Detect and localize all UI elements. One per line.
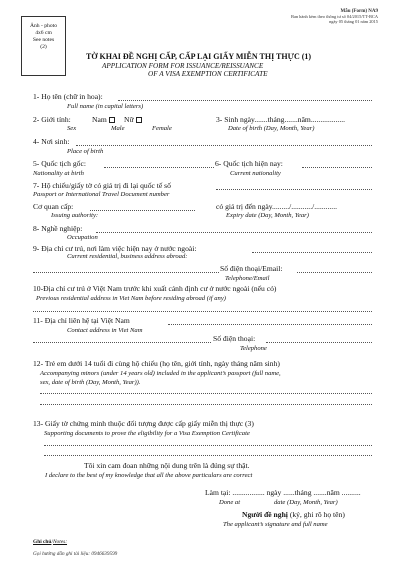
photo-note-ref: (2) (40, 44, 47, 50)
field-3-en: Date of birth (Day, Month, Year) (228, 125, 315, 132)
current-nationality-input[interactable] (302, 167, 372, 168)
field-3-label[interactable]: 3- Sinh ngày.......tháng.......năm.................. (216, 115, 346, 124)
female-checkbox[interactable] (136, 117, 142, 123)
field-12-en-line1: Accompanying minors (under 14 years old) included in the applicant’s passport (full name, (40, 370, 281, 377)
field-7-en: Passport or International Travel Document number (33, 191, 170, 198)
title-en-line2: OF A VISA EXEMPTION CERTIFICATE (148, 70, 268, 78)
notes-heading: Ghi chú/Notes: (33, 539, 68, 545)
signer-note: (ký, ghi rõ họ tên) (289, 510, 345, 519)
field-8-label: 8- Nghề nghiệp: (33, 224, 83, 233)
field-7-agency-en: Issuing authority: (51, 212, 99, 219)
supporting-docs-input-line1[interactable] (44, 445, 372, 446)
done-at-en: Done at (219, 499, 241, 506)
field-10-label: 10-Địa chỉ cư trú ở Việt Nam trước khi xuất cảnh định cư ở nước ngoài (nếu có) (33, 284, 277, 293)
occupation-input[interactable] (96, 232, 372, 233)
notes-label-en: Notes: (52, 539, 68, 545)
sex-female-label: Nữ (124, 115, 134, 124)
field-10-en: Previous residential address in Viet Nam before residing abroad (if any) (36, 295, 226, 302)
field-12-en-line2: sex, date of birth (Day, Month, Year)). (40, 379, 141, 386)
field-5-en: Nationality at birth (33, 170, 84, 177)
issued-date: ngày 05 tháng 01 năm 2015 (329, 19, 378, 24)
minors-input-line2[interactable] (40, 404, 372, 405)
field-7-label: 7- Hộ chiếu/giấy tờ có giá trị đi lại quốc tế số (33, 181, 171, 190)
nationality-at-birth-input[interactable] (104, 167, 214, 168)
field-9-phone-label: Số điện thoại/Email: (220, 264, 283, 273)
footer-hotline: Gọi hướng dẫn ghi tài liệu: 0946639599 (33, 551, 118, 557)
address-abroad-input[interactable] (252, 252, 372, 253)
field-8-en: Occupation (67, 234, 98, 241)
phone-email-input[interactable] (297, 272, 372, 273)
field-9-en: Current residential, business address abroad: (67, 253, 188, 260)
title-vi: TỜ KHAI ĐỀ NGHỊ CẤP, CẤP LẠI GIẤY MIỄN THỊ THỰC (1) (86, 52, 312, 61)
photo-box[interactable] (21, 16, 66, 76)
field-13-en: Supporting documents to prove the eligibility for a Visa Exemption Certificate (44, 430, 250, 437)
field-11-phone-label: Số điện thoại: (213, 334, 256, 343)
sex-male-option[interactable] (92, 115, 115, 124)
issued-by: Ban hành kèm theo thông tư số 04/2015/TT-BCA (291, 14, 378, 19)
male-checkbox[interactable] (109, 117, 115, 123)
notes-label: Ghi chú (33, 539, 52, 545)
contact-address-input[interactable] (168, 324, 372, 325)
field-1-en: Full name (in capital letters) (67, 103, 144, 110)
field-7-expiry-en: Expiry date (Day, Month, Year) (226, 212, 309, 219)
previous-address-input[interactable] (33, 311, 372, 312)
field-4-en: Place of birth (67, 148, 104, 155)
field-2-label: 2- Giới tính: (33, 115, 71, 124)
field-9-label: 9- Địa chỉ cư trú, nơi làm việc hiện nay ở nước ngoài: (33, 244, 197, 253)
field-11-phone-en: Telephone (240, 345, 267, 352)
field-6-label: 6- Quốc tịch hiện nay: (215, 159, 283, 168)
field-12-label: 12- Trẻ em dưới 14 tuổi đi cùng hộ chiếu (họ tên, giới tính, ngày tháng năm sinh) (33, 359, 280, 368)
field-9-phone-en: Telephone/Email (225, 275, 270, 282)
field-11-label: 11- Địa chỉ liên hệ tại Việt Nam (33, 316, 130, 325)
date-en: date (Day, Month, Year) (274, 499, 338, 506)
signer-title: Người đề nghị (242, 510, 288, 519)
minors-input-line1[interactable] (40, 393, 372, 394)
photo-see-notes: See notes (32, 37, 55, 43)
form-header (291, 9, 378, 24)
passport-number-input[interactable] (216, 189, 372, 190)
field-5-label: 5- Quốc tịch gốc: (33, 159, 86, 168)
address-abroad-input-line2[interactable] (33, 272, 219, 273)
declaration-en: I declare to the best of my knowledge that all the above particulars are correct (45, 472, 253, 479)
field-6-en: Current nationality (230, 170, 281, 177)
male-en: Male (111, 125, 125, 132)
sex-male-label: Nam (92, 115, 107, 124)
full-name-input[interactable] (118, 100, 372, 101)
sex-en: Sex (67, 125, 77, 132)
field-7-expiry-label[interactable]: có giá trị đến ngày........./.........../............ (216, 202, 337, 211)
title-en-line1: APPLICATION FORM FOR ISSUANCE/REISSUANCE (102, 62, 264, 70)
signer-label (242, 510, 345, 519)
place-date-field[interactable]: Làm tại: ................. ngày ......tháng .......năm .......... (205, 488, 361, 497)
female-en: Female (152, 125, 172, 132)
supporting-docs-input-line2[interactable] (44, 455, 372, 456)
contact-address-input-line2[interactable] (33, 342, 211, 343)
telephone-input[interactable] (266, 342, 372, 343)
declaration-vi: Tôi xin cam đoan những nội dung trên là đúng sự thật. (84, 461, 250, 470)
photo-label: Ảnh - photo (29, 23, 58, 29)
sex-female-option[interactable] (124, 115, 142, 124)
field-11-en: Contact address in Viet Nam (67, 327, 143, 334)
place-of-birth-input[interactable] (76, 145, 372, 146)
form-code: Mẫu (Form) NA9 (340, 9, 378, 14)
field-13-label: 13- Giấy tờ chứng minh thuộc đối tượng được cấp giấy miễn thị thực (3) (33, 419, 254, 428)
issuing-authority-input[interactable] (90, 210, 195, 211)
field-4-label: 4- Nơi sinh: (33, 137, 70, 146)
field-1-label: 1- Họ tên (chữ in hoa): (33, 92, 103, 101)
field-7-agency-label: Cơ quan cấp: (33, 202, 74, 211)
signer-en: The applicant’s signature and full name (223, 521, 328, 528)
photo-size: 4x6 cm (35, 30, 52, 36)
